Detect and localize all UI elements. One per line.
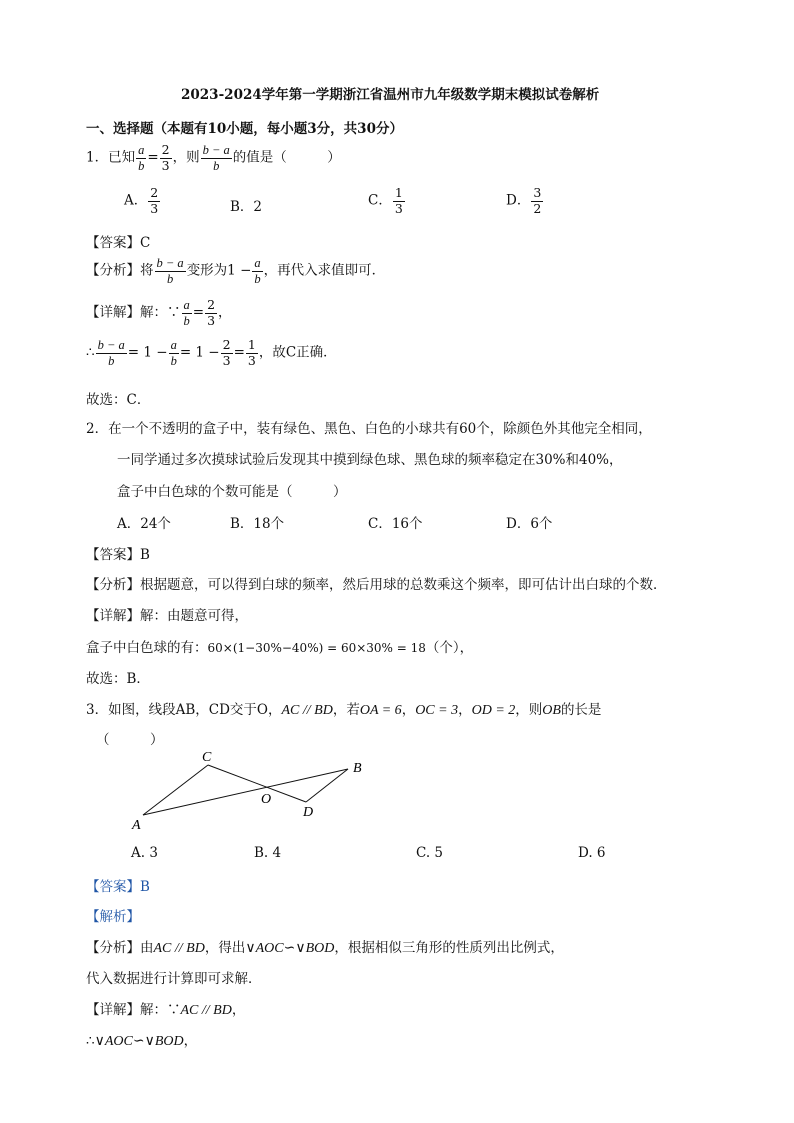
q1-option-c: C． $\frac{1}{3}$ <box>368 185 403 216</box>
q3-detail: 【详解】解：∵AC // BD， <box>86 1002 246 1018</box>
segment-ab <box>143 769 348 815</box>
fraction-2-over-3: $\frac{2}{3}$ <box>161 142 170 173</box>
q1-analysis: 【分析】将 $\frac{b - a}{b}$ 变形为1 − $\frac{a}{b}$ ，再代入求值即可． <box>86 256 386 286</box>
q3-figure <box>120 745 380 840</box>
label-a: A <box>132 818 141 833</box>
q1-option-d: D． $\frac{3}{2}$ <box>506 185 542 216</box>
q2-option-c: C．16个 <box>368 516 423 532</box>
fraction-b-minus-a-over-b: $\frac{b - a}{b}$ <box>202 143 230 173</box>
q2-line-1: 2．在一个不透明的盒子中，装有绿色、黑色、白色的小球共有60个，除颜色外其他完全相同， <box>86 421 652 437</box>
q2-line-2: 一同学通过多次摸球试验后发现其中摸到绿色球、黑色球的频率稳定在30%和40%， <box>117 452 623 468</box>
q2-answer: 【答案】B <box>86 547 150 563</box>
q1-therefore: ∴ $\frac{b - a}{b}$ = 1 − $\frac{a}{b}$ = 1 − $\frac{2}{3}$ = $\frac{1}{3}$ ，故C正确． <box>86 337 337 368</box>
label-d: D <box>303 805 314 820</box>
question-1-stem: 1．已知 $\frac{a}{b}$ = $\frac{2}{3}$ ，则 $\frac{b - a}{b}$ 的值是（ ） <box>86 142 341 173</box>
q2-option-b: B．18个 <box>230 516 285 532</box>
q2-analysis: 【分析】根据题意，可以得到白球的频率，然后用球的总数乘这个频率，即可估计出白球的个数． <box>86 577 667 593</box>
q3-option-c: C. 5 <box>416 845 444 861</box>
q1-answer: 【答案】C <box>86 235 151 251</box>
page-title: 2023-2024学年第一学期浙江省温州市九年级数学期末模拟试卷解析 <box>181 87 600 103</box>
q2-option-a: A．24个 <box>117 516 171 532</box>
q3-therefore: ∴∨AOC∽∨BOD， <box>86 1033 198 1049</box>
q3-paren: （ ） <box>96 732 164 748</box>
q1-detail: 【详解】解：∵ $\frac{a}{b}$ = $\frac{2}{3}$ ， <box>86 297 232 328</box>
q3-option-b: B. 4 <box>254 845 282 861</box>
q1-choose: 故选：C． <box>86 392 151 408</box>
q3-option-d: D. 6 <box>578 845 606 861</box>
q3-stem: 3．如图，线段AB，CD交于O，AC // BD，若OA = 6，OC = 3，OD = 2，则OB的长是 <box>86 702 602 718</box>
segment-cd <box>208 765 306 802</box>
q1-option-a: A． $\frac{2}{3}$ <box>124 185 159 216</box>
q3-jiexi: 【解析】 <box>86 909 140 925</box>
label-o: O <box>261 792 272 807</box>
q3-analysis: 【分析】由AC // BD，得出∨AOC∽∨BOD，根据相似三角形的性质列出比例式， <box>86 940 564 956</box>
q2-calculation: 盒子中白色球的有：60×(1−30%−40%) = 60×30% = 18（个）， <box>86 640 474 656</box>
q2-line-3: 盒子中白色球的个数可能是（ ） <box>117 484 347 500</box>
label-c: C <box>202 750 212 765</box>
label-b: B <box>353 761 362 776</box>
section-heading: 一、选择题（本题有10小题，每小题3分，共30分） <box>86 121 403 137</box>
fraction-a-over-b: $\frac{a}{b}$ <box>138 143 145 173</box>
q2-detail: 【详解】解：由题意可得， <box>86 608 248 624</box>
q2-option-d: D．6个 <box>506 516 553 532</box>
q3-analysis-line-2: 代入数据进行计算即可求解． <box>86 971 262 987</box>
q3-option-a: A. 3 <box>131 845 158 861</box>
q2-choose: 故选：B． <box>86 671 150 687</box>
q1-option-b: B．2 <box>230 199 263 215</box>
q3-answer: 【答案】B <box>86 879 150 895</box>
